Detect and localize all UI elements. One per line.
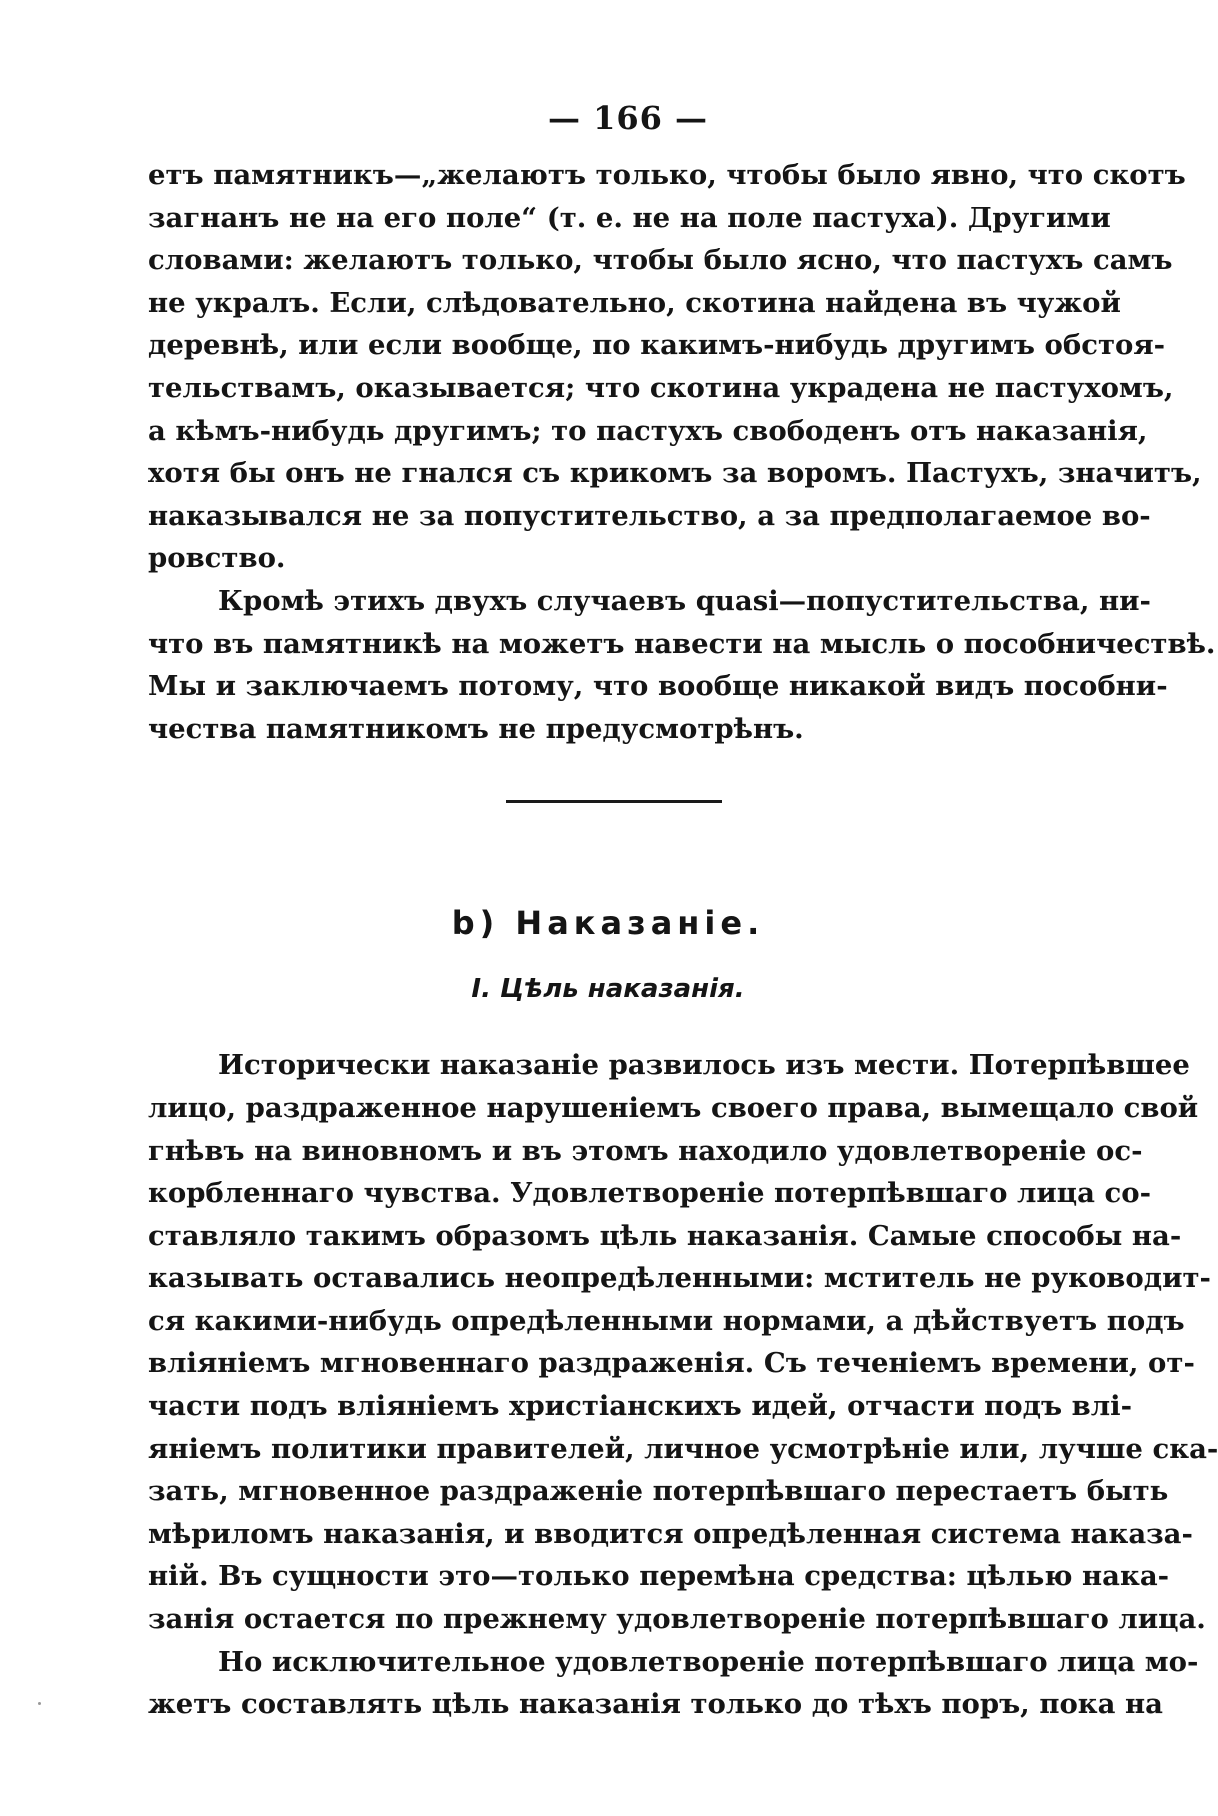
text-line: лицо, раздраженное нарушеніемъ своего права, вымещало свой [148, 1091, 1199, 1124]
text-line: мѣриломъ наказанія, и вводится опредѣленная система наказа- [148, 1517, 1193, 1550]
text-line: гнѣвъ на виновномъ и въ этомъ находило удовлетвореніе ос- [148, 1134, 1143, 1167]
text-line: чества памятникомъ не предусмотрѣнъ. [148, 712, 804, 745]
text-line: ровство. [148, 542, 286, 575]
text-line: хотя бы онъ не гнался съ крикомъ за воромъ. Пастухъ, значитъ, [148, 457, 1202, 490]
text-line: что въ памятникѣ на можетъ навести на мысль о пособничествѣ. [148, 627, 1216, 660]
text-line: части подъ вліяніемъ христіанскихъ идей, отчасти подъ влі- [148, 1390, 1132, 1423]
text-line: наказывался не за попустительство, а за предполагаемое во- [148, 499, 1151, 532]
scan-speck [38, 1702, 41, 1705]
paragraph-1 [148, 154, 1202, 580]
text-line: ся какими-нибудь опредѣленными нормами, а дѣйствуетъ подъ [148, 1304, 1185, 1337]
paragraph-4 [148, 1641, 1199, 1726]
section-divider-wrap [148, 750, 1068, 820]
paragraph-2 [148, 580, 1216, 750]
text-line: ній. Въ сущности это—только перемѣна средства: цѣлью нака- [148, 1560, 1170, 1593]
page [148, 96, 1218, 1726]
text-line: етъ памятникъ—„желаютъ только, чтобы было явно, что скотъ [148, 159, 1186, 191]
text-line: загнанъ не на его поле“ (т. е. не на поле пастуха). Другими [148, 201, 1111, 234]
text-line: Исторически наказаніе развилось изъ мести. Потерпѣвшее [218, 1049, 1190, 1082]
text-line: занія остается по прежнему удовлетвореніе потерпѣвшаго лица. [148, 1603, 1206, 1636]
paragraph-3 [148, 1044, 1218, 1640]
text-line: казывать оставались неопредѣленными: мститель не руководит- [148, 1262, 1211, 1295]
text-line: вліяніемъ мгновеннаго раздраженія. Съ теченіемъ времени, от- [148, 1347, 1195, 1380]
text-line: яніемъ политики правителей, личное усмотрѣніе или, лучше ска- [148, 1432, 1218, 1465]
section-divider [506, 800, 722, 803]
section-heading: b) Наказаніе. [451, 904, 765, 943]
text-line: зать, мгновенное раздраженіе потерпѣвшаго перестаетъ быть [148, 1475, 1169, 1508]
text-line: Мы и заключаемъ потому, что вообще никакой видъ пособни- [148, 670, 1168, 703]
text-line: ставляло такимъ образомъ цѣль наказанія. Самые способы на- [148, 1219, 1182, 1252]
text-line: не укралъ. Если, слѣдовательно, скотина найдена въ чужой [148, 286, 1121, 319]
text-line: корбленнаго чувства. Удовлетвореніе потерпѣвшаго лица со- [148, 1177, 1151, 1210]
text-line: словами: желаютъ только, чтобы было ясно, что пастухъ самъ [148, 244, 1173, 277]
text-line: а кѣмъ-нибудь другимъ; то пастухъ свободенъ отъ наказанія, [148, 414, 1148, 447]
subheading: I. Цѣль наказанія. [471, 974, 745, 1005]
text-line: Но исключительное удовлетвореніе потерпѣвшаго лица мо- [218, 1645, 1199, 1678]
page-number: — 166 — [547, 99, 709, 137]
text-line: жетъ составлять цѣль наказанія только до тѣхъ поръ, пока на [148, 1688, 1164, 1721]
text-line: Кромѣ этихъ двухъ случаевъ quasi—попустительства, ни- [218, 584, 1151, 617]
text-line: тельствамъ, оказывается; что скотина украдена не пастухомъ, [148, 371, 1174, 404]
text-line: деревнѣ, или если вообще, по какимъ-нибудь другимъ обстоя- [148, 329, 1166, 362]
